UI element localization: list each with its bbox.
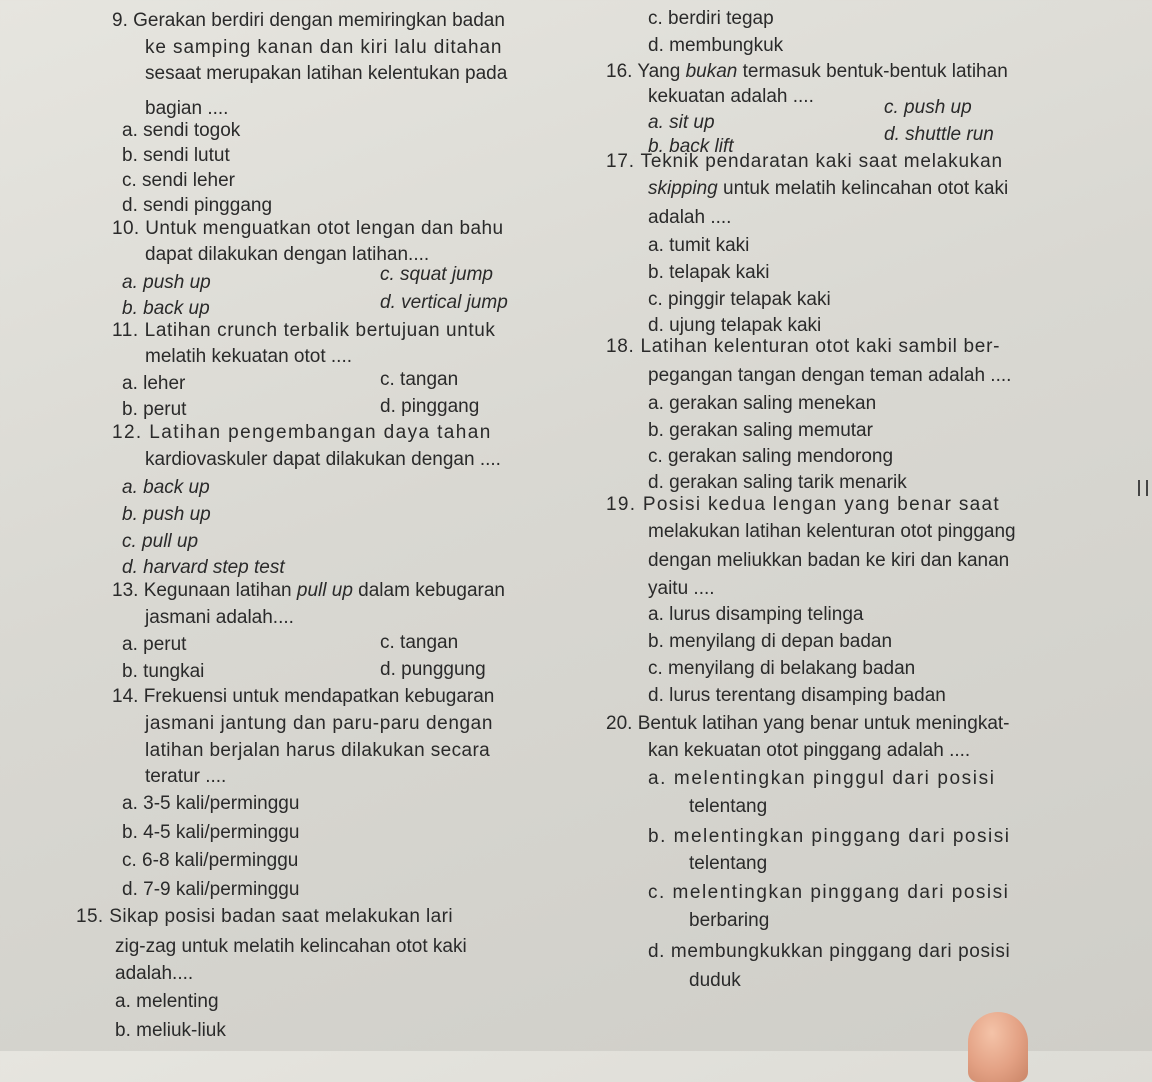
question-text: kekuatan adalah ....: [648, 86, 814, 107]
option: d. 7-9 kali/perminggu: [122, 879, 300, 900]
option: d. ujung telapak kaki: [648, 315, 822, 336]
question-text: ke samping kanan dan kiri lalu ditahan: [145, 37, 503, 58]
question-text: pegangan tangan dengan teman adalah ....: [648, 365, 1012, 386]
option: duduk: [689, 970, 741, 991]
option: d. gerakan saling tarik menarik: [648, 472, 907, 493]
thumb-photo: [968, 1012, 1028, 1082]
option: b. meliuk-liuk: [115, 1020, 226, 1041]
question-text: skipping untuk melatih kelincahan otot kaki: [648, 178, 1009, 199]
option: d. vertical jump: [380, 292, 508, 313]
option: d. membungkuk: [648, 35, 784, 56]
option: c. gerakan saling mendorong: [648, 446, 894, 467]
option: d. pinggang: [380, 396, 480, 417]
option: c. squat jump: [380, 264, 493, 285]
question-text: 19. Posisi kedua lengan yang benar saat: [606, 494, 1000, 515]
option: c. melentingkan pinggang dari posisi: [648, 882, 1010, 903]
option: b. 4-5 kali/perminggu: [122, 822, 300, 843]
question-text: 13. Kegunaan latihan pull up dalam kebugaran: [112, 580, 505, 601]
question-text: kan kekuatan otot pinggang adalah ....: [648, 740, 971, 761]
question-text: adalah....: [115, 963, 194, 984]
margin-mark: [1138, 480, 1148, 496]
option: c. push up: [884, 97, 972, 118]
option: b. back lift: [648, 136, 734, 157]
option: telentang: [689, 796, 768, 817]
option: a. 3-5 kali/perminggu: [122, 793, 300, 814]
question-text: 16. Yang bukan termasuk bentuk-bentuk latihan: [606, 61, 1008, 82]
option: a. melentingkan pinggul dari posisi: [648, 768, 996, 789]
question-text: 15. Sikap posisi badan saat melakukan lari: [76, 906, 453, 927]
option: d. sendi pinggang: [122, 195, 273, 216]
option: c. pull up: [122, 531, 199, 552]
option: b. sendi lutut: [122, 145, 230, 166]
question-text: melatih kekuatan otot ....: [145, 346, 353, 367]
question-text: sesaat merupakan latihan kelentukan pada: [145, 63, 508, 84]
option: c. tangan: [380, 632, 459, 653]
question-text: melakukan latihan kelenturan otot pinggang: [648, 521, 1016, 542]
question-text: jasmani adalah....: [145, 607, 294, 628]
option: a. sit up: [648, 112, 715, 133]
option: a. lurus disamping telinga: [648, 604, 864, 625]
option: b. tungkai: [122, 661, 205, 682]
option: a. leher: [122, 373, 186, 394]
question-text: 20. Bentuk latihan yang benar untuk meningkat-: [606, 713, 1010, 734]
option: c. pinggir telapak kaki: [648, 289, 831, 310]
option: a. tumit kaki: [648, 235, 750, 256]
question-text: zig-zag untuk melatih kelincahan otot kaki: [115, 936, 467, 957]
question-text: 10. Untuk menguatkan otot lengan dan bahu: [112, 218, 504, 239]
question-text: dapat dilakukan dengan latihan....: [145, 244, 430, 265]
option: a. melenting: [115, 991, 219, 1012]
option: a. sendi togok: [122, 120, 241, 141]
question-text: 12. Latihan pengembangan daya tahan: [112, 422, 492, 443]
question-text: 9. Gerakan berdiri dengan memiringkan badan: [112, 10, 505, 31]
option: d. membungkukkan pinggang dari posisi: [648, 941, 1011, 962]
question-text: jasmani jantung dan paru-paru dengan: [145, 713, 494, 734]
question-text: latihan berjalan harus dilakukan secara: [145, 740, 491, 761]
option: c. sendi leher: [122, 170, 236, 191]
option: d. harvard step test: [122, 557, 285, 578]
question-text: teratur ....: [145, 766, 227, 787]
question-text: 11. Latihan crunch terbalik bertujuan untuk: [112, 320, 496, 341]
option: a. perut: [122, 634, 187, 655]
option: telentang: [689, 853, 768, 874]
option: b. gerakan saling memutar: [648, 420, 873, 441]
option: c. 6-8 kali/perminggu: [122, 850, 299, 871]
option: d. punggung: [380, 659, 486, 680]
question-text: 17. Teknik pendaratan kaki saat melakukan: [606, 151, 1003, 172]
question-text: kardiovaskuler dapat dilakukan dengan ....: [145, 449, 501, 470]
option: b. push up: [122, 504, 211, 525]
option: c. berdiri tegap: [648, 8, 774, 29]
option: b. menyilang di depan badan: [648, 631, 893, 652]
option: berbaring: [689, 910, 770, 931]
option: d. lurus terentang disamping badan: [648, 685, 946, 706]
option: b. back up: [122, 298, 210, 319]
question-text: bagian ....: [145, 98, 229, 119]
question-text: adalah ....: [648, 207, 732, 228]
option: c. menyilang di belakang badan: [648, 658, 916, 679]
option: b. melentingkan pinggang dari posisi: [648, 826, 1011, 847]
option: b. perut: [122, 399, 187, 420]
option: a. push up: [122, 272, 211, 293]
option: c. tangan: [380, 369, 459, 390]
option: d. shuttle run: [884, 124, 994, 145]
option: a. back up: [122, 477, 210, 498]
question-text: 14. Frekuensi untuk mendapatkan kebugaran: [112, 686, 495, 707]
option: a. gerakan saling menekan: [648, 393, 877, 414]
question-text: dengan meliukkan badan ke kiri dan kanan: [648, 550, 1010, 571]
question-text: 18. Latihan kelenturan otot kaki sambil ber-: [606, 336, 1001, 357]
question-text: yaitu ....: [648, 578, 715, 599]
option: b. telapak kaki: [648, 262, 770, 283]
